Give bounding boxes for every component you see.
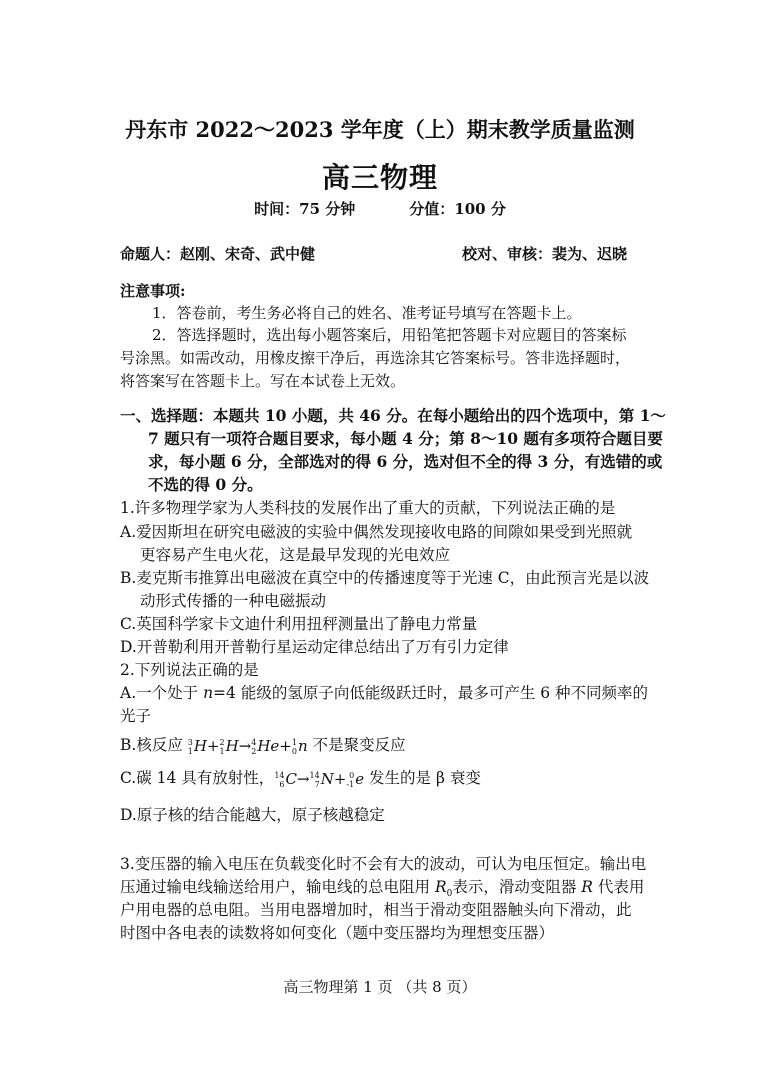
question-2-option-a: A.一个处于 n=4 能级的氢原子向低能级跃迁时，最多可产生 6 种不同频率的 bbox=[120, 684, 649, 702]
exam-time: 时间：75 分钟 bbox=[254, 200, 356, 218]
section-heading: 一、选择题：本题共 10 小题，共 46 分。在每小题给出的四个选项中，第 1～ bbox=[120, 406, 666, 425]
nuclear-equation-fusion: 3 1 H+ 2 1 H→ 4 2 He+ 1 0 n bbox=[187, 736, 308, 756]
question-1-option-a: A.爱因斯坦在研究电磁波的实验中偶然发现接收电路的间隙如果受到光照就 bbox=[120, 523, 633, 541]
notice-item-2-cont: 号涂黑。如需改动，用橡皮擦干净后，再选涂其它答案标号。答非选择题时， bbox=[120, 349, 631, 367]
question-1-option-a-cont: 更容易产生电火花，这是最早发现的光电效应 bbox=[140, 546, 451, 564]
exam-info bbox=[0, 198, 760, 219]
section-heading-cont: 求，每小题 6 分，全部选对的得 6 分，选对但不全的得 3 分，有选错的或 bbox=[148, 452, 663, 471]
question-3-stem-cont: 户用电器的总电阻。当用电器增加时，相当于滑动变阻器触头向下滑动，此 bbox=[120, 901, 632, 919]
question-2-stem: 2.下列说法正确的是 bbox=[120, 661, 259, 679]
subject-title: 高三物理 bbox=[321, 161, 438, 194]
authors: 命题人：赵刚、宋奇、武中健 bbox=[120, 245, 316, 263]
question-1-option-b-cont: 动形式传播的一种电磁振动 bbox=[140, 592, 327, 610]
notice-heading: 注意事项: bbox=[120, 282, 186, 300]
exam-title: 丹东市 2022～2023 学年度（上）期末教学质量监测 bbox=[125, 117, 635, 142]
question-3-stem: 3.变压器的输入电压在负载变化时不会有大的波动，可认为电压恒定。输出电 bbox=[120, 855, 647, 873]
question-2-option-c: C.碳 14 具有放射性， 14 6 C→ 14 7 N+ 0 -1 e 发生的是 β 衰变 bbox=[120, 769, 481, 789]
notice-item-2: 2．答选择题时，选出每小题答案后，用铅笔把答题卡对应题目的答案标 bbox=[152, 326, 627, 344]
nuclear-equation-beta: 14 6 C→ 14 7 N+ 0 -1 e bbox=[274, 769, 365, 789]
question-2-option-a-cont: 光子 bbox=[120, 707, 152, 725]
question-3-stem-cont: 压通过输电线输送给用户，输电线的总电阻用 $R_0$表示，滑动变阻器 R 代表用 bbox=[120, 878, 645, 900]
notice-item-1: 1．答卷前，考生务必将自己的姓名、准考证号填写在答题卡上。 bbox=[152, 304, 582, 322]
page-footer: 高三物理第 1 页 （共 8 页） bbox=[283, 978, 477, 996]
exam-score: 分值：100 分 bbox=[409, 200, 506, 218]
question-3-stem-cont: 时图中各电表的读数将如何变化（题中变压器均为理想变压器） bbox=[120, 924, 555, 942]
question-2-option-d: D.原子核的结合能越大，原子核越稳定 bbox=[120, 806, 385, 824]
question-1-option-d: D.开普勒利用开普勒行星运动定律总结出了万有引力定律 bbox=[120, 638, 509, 656]
question-1-option-c: C.英国科学家卡文迪什利用扭秤测量出了静电力常量 bbox=[120, 615, 478, 633]
section-heading-cont: 7 题只有一项符合题目要求，每小题 4 分；第 8～10 题有多项符合题目要 bbox=[148, 429, 663, 448]
section-heading-cont: 不选的得 0 分。 bbox=[148, 475, 263, 494]
question-2-option-b: B.核反应 3 1 H+ 2 1 H→ 4 2 He+ 1 0 n 不是聚变反应 bbox=[120, 736, 406, 756]
question-1-stem: 1.许多物理学家为人类科技的发展作出了重大的贡献，下列说法正确的是 bbox=[120, 499, 616, 517]
question-1-option-b: B.麦克斯韦推算出电磁波在真空中的传播速度等于光速 C，由此预言光是以波 bbox=[120, 569, 650, 587]
notice-item-2-cont: 将答案写在答题卡上。写在本试卷上无效。 bbox=[120, 372, 406, 390]
reviewers: 校对、审核：裴为、迟晓 bbox=[462, 245, 628, 263]
